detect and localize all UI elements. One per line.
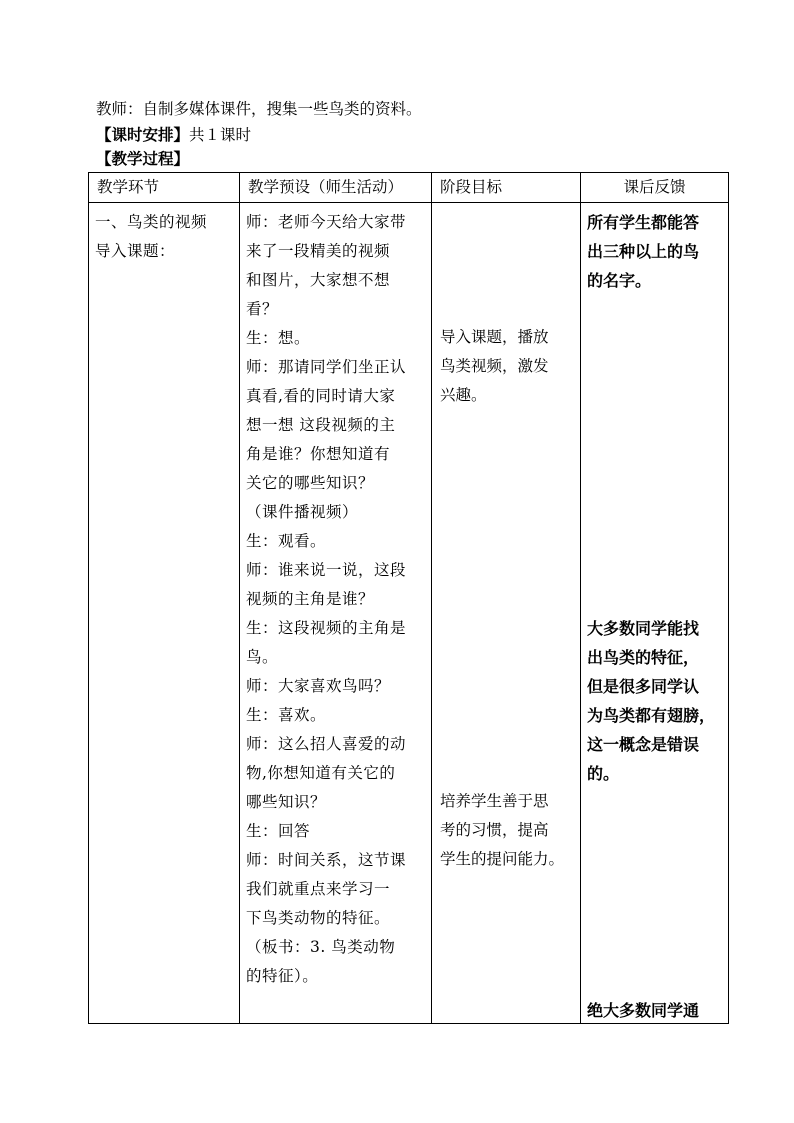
dialogue-line: 生：观看。 [246, 532, 327, 550]
dialogue-line: 师：时间关系，这节课 [246, 851, 407, 869]
dialogue-line: 关它的哪些知识？ [246, 474, 375, 492]
dialogue-line: 师：谁来说一说，这段 [246, 561, 407, 579]
feedback-line: 所有学生都能答 [587, 213, 700, 232]
dialogue-line: 想一想 这段视频的主 [246, 416, 396, 434]
dialogue-line: 下鸟类动物的特征。 [246, 909, 391, 927]
feedback-line: 这一概念是错误 [587, 735, 700, 754]
feedback-block [587, 208, 724, 295]
dialogue-line: 角是谁？你想知道有 [246, 445, 391, 463]
goal-block [440, 787, 574, 874]
feedback-line: 的。 [587, 764, 620, 783]
header-stage: 教学环节 [89, 173, 240, 203]
schedule-label: 【课时安排】 [96, 125, 190, 144]
header-goals: 阶段目标 [432, 173, 581, 203]
dialogue-line: 真看,看的同时请大家 [246, 387, 396, 405]
dialogue-line: 师：那请同学们坐正认 [246, 358, 407, 376]
goal-block [440, 323, 574, 410]
header-activities: 教学预设（师生活动） [240, 173, 432, 203]
feedback-block [587, 996, 724, 1025]
goal-line: 兴趣。 [440, 386, 487, 404]
dialogue-line: 生：回答 [246, 822, 311, 840]
dialogue-line: （课件播视频） [246, 503, 359, 521]
stage-line: 一、鸟类的视频 [95, 213, 208, 231]
feedback-line: 的名字。 [587, 271, 652, 290]
header-feedback: 课后反馈 [581, 173, 729, 203]
dialogue-line: 视频的主角是谁？ [246, 590, 375, 608]
dialogue-line: 师：大家喜欢鸟吗？ [246, 677, 391, 695]
preparation-line: 教师：自制多媒体课件，搜集一些鸟类的资料。 [96, 100, 422, 118]
dialogue-line: 生：喜欢。 [246, 706, 327, 724]
dialogue-line: 生：想。 [246, 329, 311, 347]
schedule-value: 共１课时 [189, 126, 252, 144]
feedback-block [587, 614, 724, 788]
goal-line: 学生的提问能力。 [440, 850, 565, 868]
goal-line: 鸟类视频，激发 [440, 357, 549, 375]
feedback-cell [581, 203, 729, 1024]
table-row [89, 203, 729, 1024]
dialogue-line: 师：老师今天给大家带 [246, 213, 407, 231]
feedback-line: 为鸟类都有翅膀， [587, 706, 716, 725]
feedback-line: 大多数同学能找 [587, 619, 700, 638]
goal-line: 考的习惯，提高 [440, 821, 549, 839]
dialogue-line: 来了一段精美的视频 [246, 242, 391, 260]
dialogue-line: 看？ [246, 300, 279, 318]
schedule-line [96, 124, 251, 146]
dialogue-line: 我们就重点来学习一 [246, 880, 391, 898]
table-header-row [89, 173, 729, 203]
feedback-line: 但是很多同学认 [587, 677, 700, 696]
dialogue-line: 师：这么招人喜爱的动 [246, 735, 407, 753]
dialogue-line: 的特征）。 [246, 967, 319, 985]
lesson-table [88, 172, 729, 1024]
dialogue-line: （板书：3. 鸟类动物 [246, 938, 396, 956]
goal-line: 培养学生善于思 [440, 792, 549, 810]
feedback-line: 绝大多数同学通 [587, 1001, 700, 1020]
goal-line: 导入课题，播放 [440, 328, 549, 346]
process-label: 【教学过程】 [96, 149, 190, 168]
dialogue-line: 鸟。 [246, 648, 279, 666]
dialogue-line: 物,你想知道有关它的 [246, 764, 396, 782]
stage-line: 导入课题： [95, 242, 176, 260]
stage-cell [89, 203, 240, 1024]
dialogue-cell [240, 203, 432, 1024]
dialogue-line: 和图片，大家想不想 [246, 271, 391, 289]
feedback-line: 出三种以上的鸟 [587, 242, 700, 261]
feedback-line: 出鸟类的特征， [587, 648, 700, 667]
dialogue-line: 生：这段视频的主角是 [246, 619, 407, 637]
dialogue-line: 哪些知识？ [246, 793, 327, 811]
goals-cell [432, 203, 581, 1024]
